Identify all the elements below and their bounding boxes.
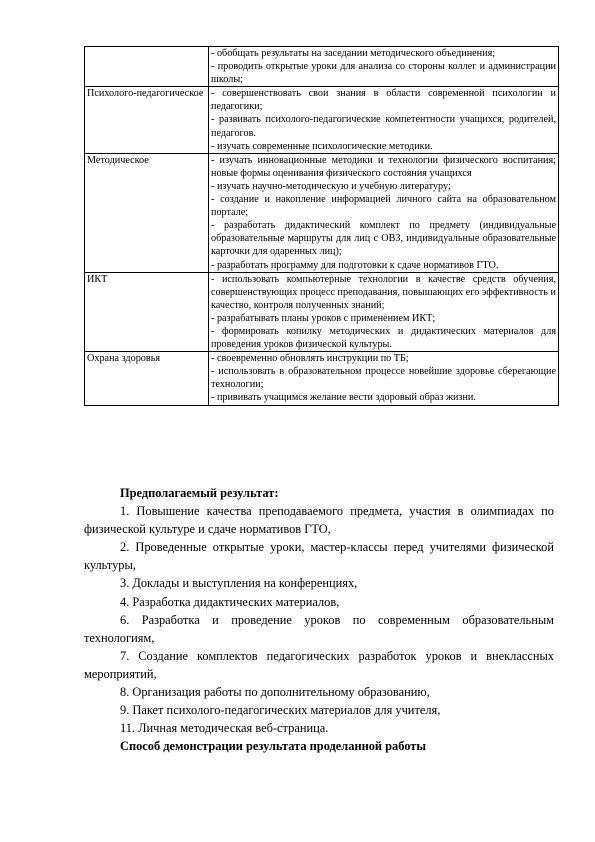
table-row bbox=[85, 87, 559, 153]
result-item: 4. Разработка дидактических материалов, bbox=[120, 594, 340, 609]
task-item: - изучать современные психологические методики. bbox=[211, 140, 433, 152]
task-item: - проводить открытые уроки для анализа со стороны коллег и администрации школы; bbox=[211, 61, 556, 86]
task-item: - формировать копилку методических и дидактических материалов для проведения уроков физической культуры. bbox=[211, 325, 556, 351]
task-item: - использовать в образовательном процессе новейшие здоровье сберегающие технологии; bbox=[211, 366, 556, 391]
table-row bbox=[85, 352, 559, 405]
result-item: 3. Доклады и выступления на конференциях, bbox=[120, 576, 358, 591]
result-item: 11. Личная методическая веб-страница. bbox=[120, 721, 329, 736]
tasks-cell bbox=[209, 272, 559, 352]
task-item: - изучать инновационные методики и технологии физического воспитания; новые формы оценивания физического состояния учащихся bbox=[211, 154, 556, 179]
tasks-cell bbox=[209, 87, 559, 153]
area-cell: ИКТ bbox=[85, 272, 209, 352]
expected-result-section bbox=[84, 484, 554, 755]
table-row bbox=[85, 272, 559, 352]
result-item: 6. Разработка и проведение уроков по современным образовательным технологиям, bbox=[84, 612, 554, 645]
task-item: - обобщать результаты на заседании методического объединения; bbox=[211, 48, 496, 59]
area-cell: Психолого-педагогическое bbox=[85, 87, 209, 153]
result-item: 1. Повышение качества преподаваемого предмета, участия в олимпиадах по физической культуре и сдаче нормативов ГТО, bbox=[84, 504, 554, 537]
area-cell: Методическое bbox=[85, 153, 209, 272]
tasks-cell bbox=[209, 153, 559, 272]
self-education-plan-table bbox=[84, 46, 559, 406]
result-item: 7. Создание комплектов педагогических разработок уроков и внеклассных мероприятий, bbox=[84, 648, 554, 681]
task-item: - своевременно обновлять инструкции по ТБ; bbox=[211, 353, 409, 365]
task-item: - создание и накопление информацией личного сайта на образовательном портале; bbox=[211, 194, 556, 219]
result-item: 9. Пакет психолого-педагогических материалов для учителя, bbox=[120, 703, 441, 718]
expected-result-heading: Предполагаемый результат: bbox=[120, 486, 279, 500]
task-item: - развивать психолого-педагогические компетентности учащихся, родителей, педагогов. bbox=[211, 114, 556, 139]
task-item: - совершенствовать свои знания в области современной психологии и педагогики; bbox=[211, 88, 556, 113]
task-item: - изучать научно-методическую и учебную литературу; bbox=[211, 180, 451, 192]
table-body bbox=[85, 47, 559, 406]
task-item: - использовать компьютерные технологии в качестве средств обучения, совершенствующих процесс преподавания, повышающих его эффективность и качество, контроля полученных знаний; bbox=[211, 273, 556, 311]
task-item: - разрабатывать планы уроков с применением ИКТ; bbox=[211, 312, 436, 324]
demonstration-method-heading: Способ демонстрации результата проделанной работы bbox=[120, 739, 427, 754]
result-item: 2. Проведенные открытые уроки, мастер-классы перед учителями физической культуры, bbox=[84, 540, 554, 573]
task-item: - разработать программу для подготовки к сдаче нормативов ГТО. bbox=[211, 259, 499, 271]
area-cell bbox=[85, 47, 209, 87]
task-item: - разработать дидактический комплект по предмету (индивидуальные образовательные маршруты для лиц с ОВЗ, индивидуальные образовательные карточки для одаренных лиц); bbox=[211, 220, 556, 258]
result-item: 8. Организация работы по дополнительному образованию, bbox=[120, 685, 430, 700]
tasks-cell bbox=[209, 352, 559, 405]
tasks-cell bbox=[209, 47, 559, 87]
task-item: - прививать учащимся желание вести здоровый образ жизни. bbox=[211, 392, 476, 404]
table-row bbox=[85, 153, 559, 272]
table-row bbox=[85, 47, 559, 87]
area-cell: Охрана здоровья bbox=[85, 352, 209, 405]
